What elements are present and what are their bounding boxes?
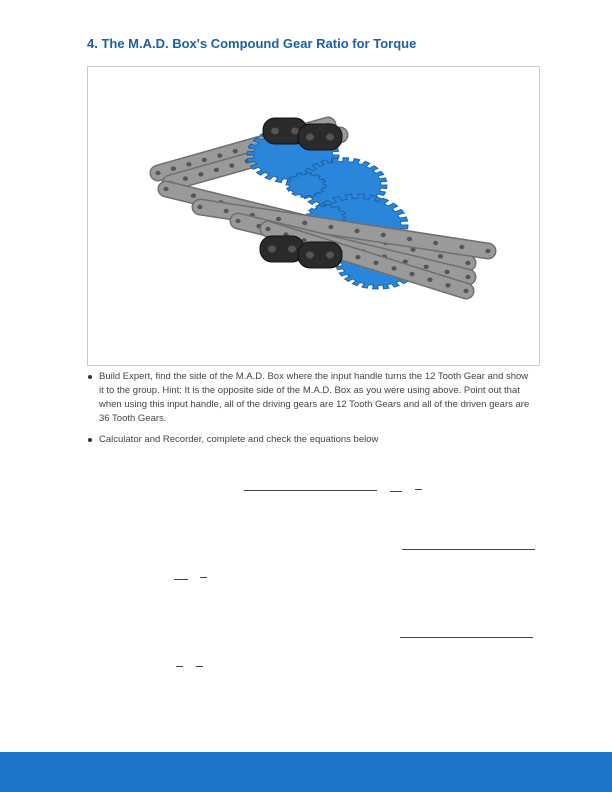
equation-1-result-bar — [415, 489, 422, 490]
beam-front-4-hole — [445, 283, 450, 287]
beam-back-1-hole — [233, 149, 238, 153]
beam-back-1-hole — [171, 166, 176, 170]
dark-connector-back-1-hole — [271, 128, 279, 135]
beam-front-4-hole — [391, 266, 396, 270]
beam-front-4-hole — [373, 261, 378, 265]
beam-front-4-hole — [265, 227, 270, 231]
beam-front-1-hole — [438, 254, 443, 258]
equation-3-result-bar — [196, 666, 203, 667]
dark-connector-front-2 — [298, 242, 342, 268]
beam-front-1-hole — [465, 261, 470, 265]
equation-2-fraction-bar — [174, 579, 188, 580]
dark-connector-front-1-hole — [288, 246, 296, 253]
dark-connector-front-1 — [260, 236, 304, 262]
beam-back-1-hole — [202, 158, 207, 162]
beam-front-2-hole — [485, 249, 490, 253]
beam-back-1-hole — [217, 153, 222, 157]
dark-connector-back-2 — [298, 124, 342, 150]
beam-front-2-hole — [381, 233, 386, 237]
equation-3-blank[interactable] — [400, 637, 533, 638]
gear-assembly-image — [88, 67, 539, 365]
beam-front-1-hole — [163, 187, 168, 191]
beam-front-4-hole — [427, 278, 432, 282]
instruction-item-build-expert: Build Expert, find the side of the M.A.D. Box where the input handle turns the 12 Tooth Gear and show it to the group. Hint: It is the opposite side of the M.A.D. Box as you were using above. Point out that when using this input handle, all of the driving gears are 12 Tooth Gears and all of the driven gears are 36 Tooth Gears. — [87, 370, 532, 426]
beam-back-1-hole — [155, 171, 160, 175]
beam-back-2-hole — [183, 176, 188, 180]
equation-2-result-bar — [200, 577, 207, 578]
beam-front-2-hole — [276, 217, 281, 221]
dark-connector-front-2-hole — [326, 252, 334, 259]
beam-back-2-hole — [198, 172, 203, 176]
equation-3-fraction-bar — [176, 666, 183, 667]
dark-connector-front-1-hole — [268, 246, 276, 253]
beam-front-3-hole — [424, 265, 429, 269]
page-title: 4. The M.A.D. Box's Compound Gear Ratio for Torque — [87, 36, 417, 51]
beam-front-2-hole — [328, 225, 333, 229]
beam-front-4-hole — [409, 272, 414, 276]
beam-front-2-hole — [354, 229, 359, 233]
instruction-list — [87, 370, 532, 454]
equation-1-fraction-bar — [390, 491, 402, 492]
beam-front-2-hole — [197, 205, 202, 209]
beam-back-1-hole — [186, 162, 191, 166]
dark-connector-front-2-hole — [306, 252, 314, 259]
beam-front-1-hole — [191, 194, 196, 198]
beam-front-4-hole — [355, 255, 360, 259]
gear-assembly-figure — [87, 66, 540, 366]
equation-2-blank[interactable] — [402, 549, 535, 550]
beam-front-2-hole — [224, 209, 229, 213]
beam-front-2-hole — [302, 221, 307, 225]
beam-front-3-hole — [235, 219, 240, 223]
beam-back-2-hole — [214, 168, 219, 172]
beam-front-4-hole — [463, 289, 468, 293]
gear-12-tooth-back — [286, 173, 326, 198]
dark-connector-back-2-hole — [326, 134, 334, 141]
equation-1-blank[interactable] — [244, 490, 377, 491]
footer-bar — [0, 752, 612, 792]
beam-back-2-hole — [229, 163, 234, 167]
beam-front-3-hole — [465, 275, 470, 279]
beam-front-2-hole — [407, 237, 412, 241]
instruction-item-calculator: Calculator and Recorder, complete and check the equations below — [87, 433, 532, 447]
dark-connector-back-2-hole — [306, 134, 314, 141]
beam-front-2-hole — [433, 241, 438, 245]
beam-front-3-hole — [444, 270, 449, 274]
beam-front-2-hole — [459, 245, 464, 249]
